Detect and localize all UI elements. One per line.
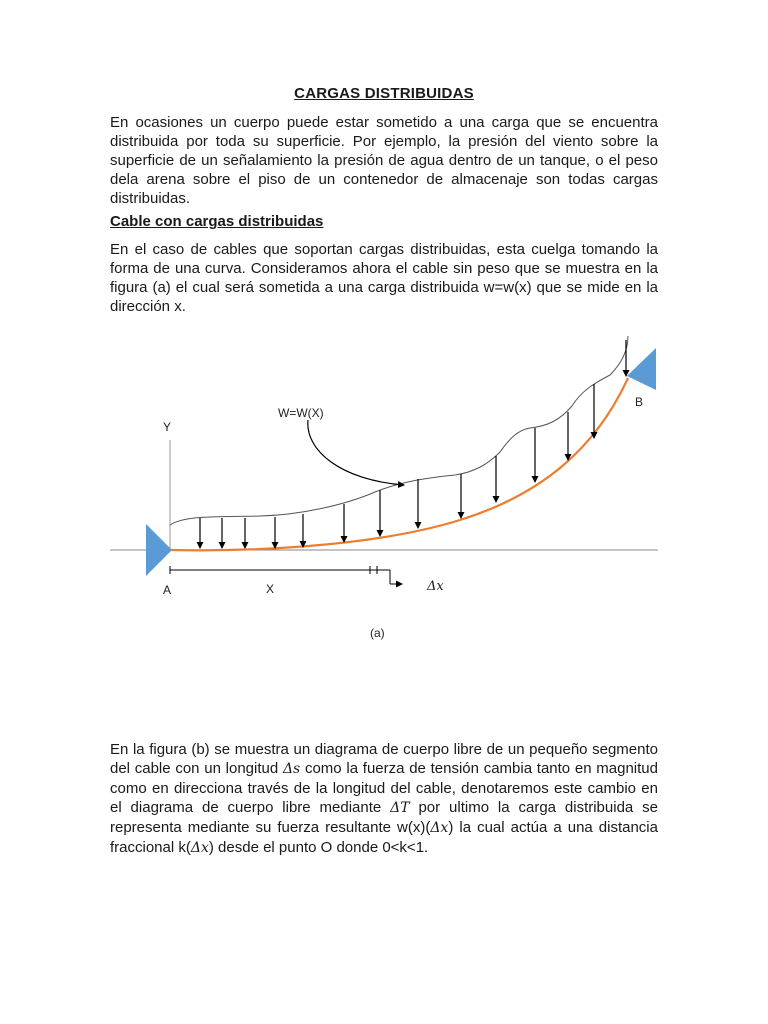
para-b-text-3: por ultimo la carga distribuida se representa mediante su fuerza resultante w(x)(	[110, 799, 658, 836]
delta-x-symbol: Δx	[430, 820, 449, 836]
section-paragraph: En el caso de cables que soportan cargas distribuidas, esta cuelga tomando la forma de una curva. Consideramos ahora el cable sin peso que se muestra en la figura (a) el cual será sometida a una carga distribuida w=w(x) que se mide en la dirección x.	[110, 241, 658, 315]
delta-x-label: Δx	[427, 579, 444, 594]
dimension-marks	[170, 566, 402, 584]
support-a	[146, 524, 172, 576]
para-b-text-4: ) la cual actúa a una distancia fraccional k(	[110, 819, 658, 856]
load-function-label: W=W(X)	[278, 406, 324, 420]
load-arrows	[200, 340, 626, 548]
support-b	[627, 348, 656, 390]
intro-paragraph: En ocasiones un cuerpo puede estar sometido a una carga que se encuentra distribuida por toda su superficie. Por ejemplo, la presión del viento sobre la superficie de un señalamiento la presión de agua dentro de un tanque, o el peso dela arena sobre el piso de un contenedor de almacenaje son todas cargas distribuidas.	[110, 114, 658, 207]
para-b-text-1: En la figura (b) se muestra un diagrama de cuerpo libre de un pequeño segmento del cable con un longitud	[110, 741, 658, 777]
para-b-text-5: ) desde el punto O donde 0<k<1.	[208, 839, 429, 856]
point-b-label: B	[635, 395, 644, 409]
para-b-text-2: como la fuerza de tensión cambia tanto en magnitud como en direcciona través de la longitud del cable, denotaremos este cambio en el diagrama de cuerpo libre mediante	[110, 760, 658, 816]
distributed-load-curve	[170, 336, 628, 525]
point-a-label: A	[163, 583, 172, 597]
section-heading: Cable con cargas distribuidas	[110, 213, 324, 230]
y-axis-label: Y	[163, 420, 172, 434]
x-distance-label: X	[266, 582, 275, 596]
figure-b-paragraph	[110, 740, 658, 858]
delta-s-symbol: Δs	[282, 761, 301, 777]
cable-curve	[170, 378, 628, 550]
delta-x-symbol: Δx	[190, 840, 209, 856]
load-label-pointer	[308, 420, 404, 485]
page-title: CARGAS DISTRIBUIDAS	[294, 85, 474, 102]
figure-caption: (a)	[370, 626, 385, 640]
delta-t-symbol: ΔT	[390, 800, 410, 816]
